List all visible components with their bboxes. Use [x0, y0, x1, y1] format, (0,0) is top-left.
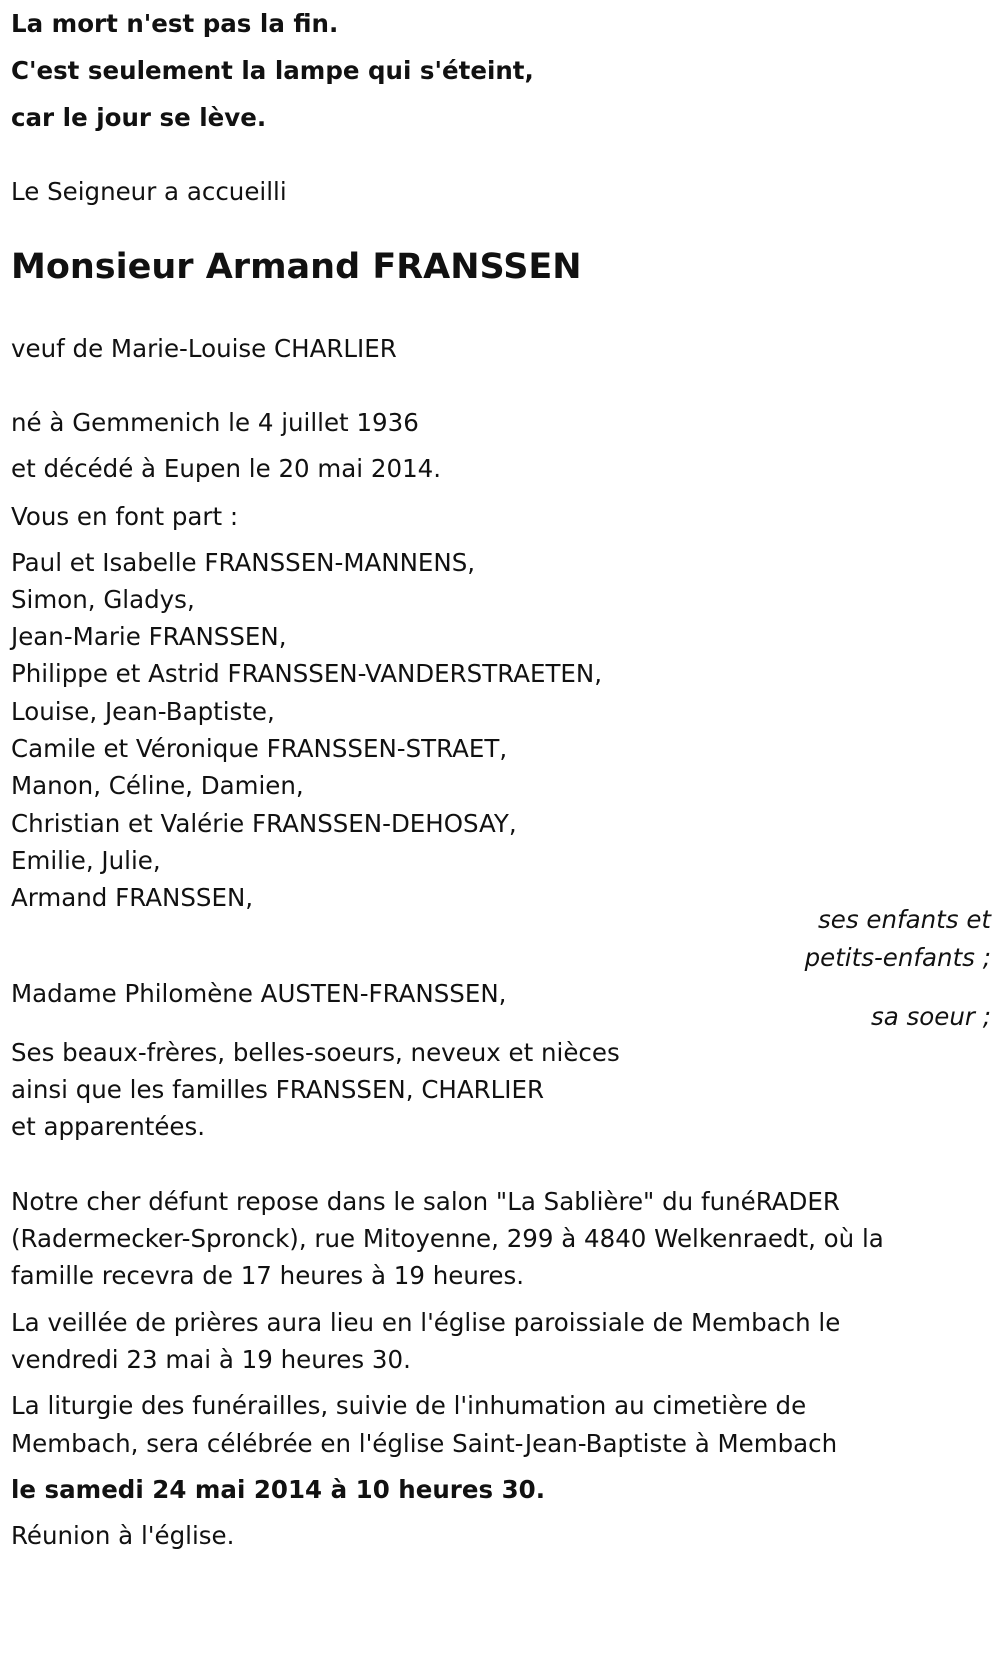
meeting-note: Réunion à l'église. [11, 1521, 235, 1550]
vigil-line: vendredi 23 mai à 19 heures 30. [11, 1345, 411, 1374]
family-member: Philippe et Astrid FRANSSEN-VANDERSTRAETEN, [11, 659, 603, 688]
liturgy-line: Membach, sera célébrée en l'église Saint-Jean-Baptiste à Membach [11, 1429, 838, 1458]
widower-of: veuf de Marie-Louise CHARLIER [11, 334, 397, 363]
death-info: et décédé à Eupen le 20 mai 2014. [11, 454, 442, 483]
funeral-date: le samedi 24 mai 2014 à 10 heures 30. [11, 1475, 545, 1504]
sister-role: sa soeur ; [870, 1002, 991, 1031]
relatives-line: Ses beaux-frères, belles-soeurs, neveux et nièces [11, 1038, 620, 1067]
rest-place-line: famille recevra de 17 heures à 19 heures. [11, 1261, 525, 1290]
vigil-line: La veillée de prières aura lieu en l'église paroissiale de Membach le [11, 1308, 841, 1337]
relatives-line: et apparentées. [11, 1112, 206, 1141]
family-member: Emilie, Julie, [11, 846, 161, 875]
family-member: Simon, Gladys, [11, 585, 195, 614]
family-member: Armand FRANSSEN, [11, 883, 254, 912]
birth-info: né à Gemmenich le 4 juillet 1936 [11, 408, 419, 437]
announce-label: Vous en font part : [11, 502, 239, 531]
family-member: Paul et Isabelle FRANSSEN-MANNENS, [11, 548, 476, 577]
relatives-line: ainsi que les familles FRANSSEN, CHARLIER [11, 1075, 545, 1104]
children-role-1: ses enfants et [818, 905, 991, 934]
family-member: Manon, Céline, Damien, [11, 771, 304, 800]
rest-place-line: Notre cher défunt repose dans le salon "La Sablière" du funéRADER [11, 1187, 840, 1216]
family-member: Christian et Valérie FRANSSEN-DEHOSAY, [11, 809, 517, 838]
quote-line-2: C'est seulement la lampe qui s'éteint, [11, 56, 534, 85]
deceased-name: Monsieur Armand FRANSSEN [11, 247, 582, 287]
intro-text: Le Seigneur a accueilli [11, 177, 287, 206]
sister-name: Madame Philomène AUSTEN-FRANSSEN, [11, 979, 507, 1008]
family-member: Camile et Véronique FRANSSEN-STRAET, [11, 734, 508, 763]
quote-line-1: La mort n'est pas la fin. [11, 9, 339, 38]
rest-place-line: (Radermecker-Spronck), rue Mitoyenne, 299 à 4840 Welkenraedt, où la [11, 1224, 884, 1253]
liturgy-line: La liturgie des funérailles, suivie de l'inhumation au cimetière de [11, 1391, 807, 1420]
children-role-2: petits-enfants ; [804, 943, 991, 972]
quote-line-3: car le jour se lève. [11, 103, 267, 132]
family-member: Jean-Marie FRANSSEN, [11, 622, 287, 651]
family-member: Louise, Jean-Baptiste, [11, 697, 275, 726]
